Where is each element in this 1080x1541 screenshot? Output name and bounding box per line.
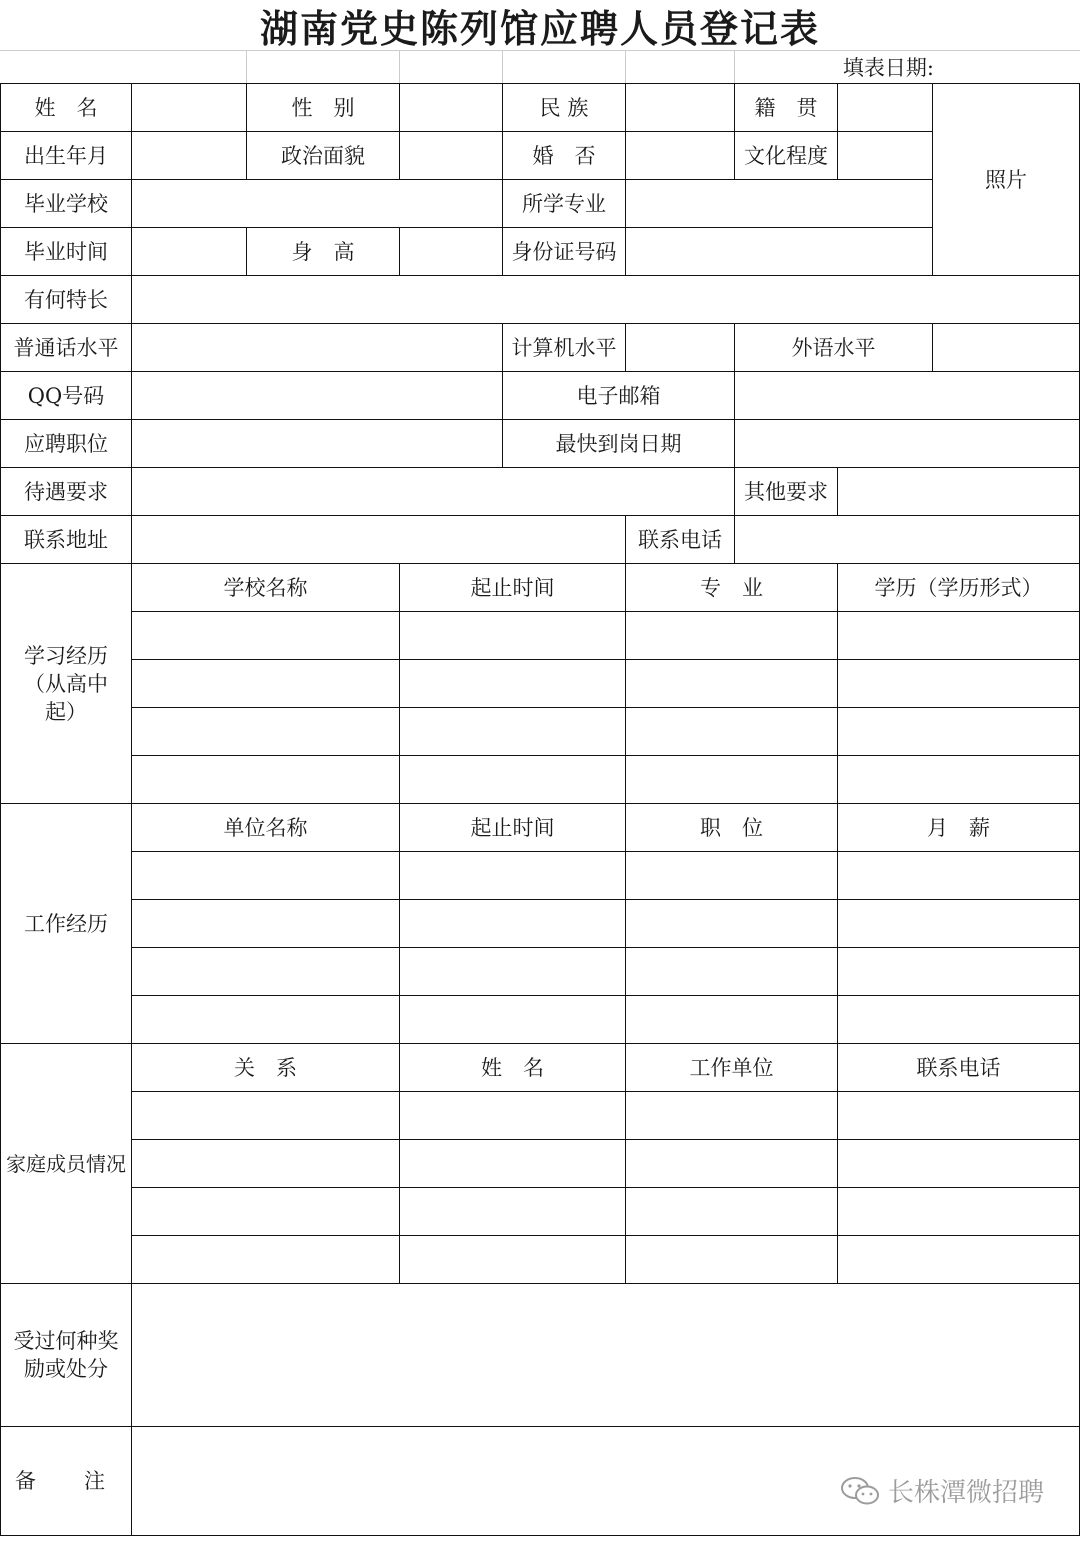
ethnicity-label: 民 族 — [503, 84, 626, 132]
native-place-field[interactable] — [838, 84, 933, 132]
mandarin-label: 普通话水平 — [1, 324, 132, 372]
work-cell[interactable] — [838, 948, 1080, 996]
study-cell[interactable] — [400, 756, 626, 804]
gender-field[interactable] — [400, 84, 503, 132]
email-field[interactable] — [735, 372, 1080, 420]
work-cell[interactable] — [626, 852, 838, 900]
study-cell[interactable] — [838, 708, 1080, 756]
position-label: 应聘职位 — [1, 420, 132, 468]
height-field[interactable] — [400, 228, 503, 276]
id-number-field[interactable] — [626, 228, 933, 276]
study-header: 学历（学历形式） — [838, 564, 1080, 612]
study-cell[interactable] — [626, 708, 838, 756]
watermark — [840, 1472, 1044, 1509]
name-field[interactable] — [132, 84, 247, 132]
computer-field[interactable] — [626, 324, 735, 372]
grid-line — [399, 50, 400, 83]
earliest-date-label: 最快到岗日期 — [503, 420, 735, 468]
family-cell[interactable] — [838, 1092, 1080, 1140]
remarks-label: 备 注 — [1, 1427, 132, 1536]
study-cell[interactable] — [132, 708, 400, 756]
study-cell[interactable] — [838, 612, 1080, 660]
grid-line — [734, 50, 735, 83]
registration-form — [0, 83, 1080, 1536]
work-cell[interactable] — [838, 852, 1080, 900]
mandarin-field[interactable] — [132, 324, 503, 372]
qq-field[interactable] — [132, 372, 503, 420]
family-cell[interactable] — [838, 1236, 1080, 1284]
work-cell[interactable] — [626, 996, 838, 1044]
marital-field[interactable] — [626, 132, 735, 180]
position-field[interactable] — [132, 420, 503, 468]
address-label: 联系地址 — [1, 516, 132, 564]
study-header: 起止时间 — [400, 564, 626, 612]
computer-label: 计算机水平 — [503, 324, 626, 372]
family-cell[interactable] — [132, 1236, 400, 1284]
grad-time-field[interactable] — [132, 228, 247, 276]
work-cell[interactable] — [400, 852, 626, 900]
other-req-field[interactable] — [838, 468, 1080, 516]
birth-label: 出生年月 — [1, 132, 132, 180]
work-header: 月 薪 — [838, 804, 1080, 852]
grid-line — [0, 50, 1080, 51]
work-header: 单位名称 — [132, 804, 400, 852]
work-cell[interactable] — [132, 900, 400, 948]
awards-label: 受过何种奖励或处分 — [1, 1284, 132, 1427]
earliest-date-field[interactable] — [735, 420, 1080, 468]
study-cell[interactable] — [132, 660, 400, 708]
study-cell[interactable] — [838, 660, 1080, 708]
wechat-icon — [840, 1476, 880, 1506]
salary-req-field[interactable] — [132, 468, 735, 516]
family-header: 联系电话 — [838, 1044, 1080, 1092]
family-cell[interactable] — [838, 1140, 1080, 1188]
family-cell[interactable] — [400, 1188, 626, 1236]
grid-line — [625, 50, 626, 83]
major-field[interactable] — [626, 180, 933, 228]
work-cell[interactable] — [838, 900, 1080, 948]
family-cell[interactable] — [838, 1188, 1080, 1236]
study-cell[interactable] — [132, 756, 400, 804]
awards-field[interactable] — [132, 1284, 1080, 1427]
work-cell[interactable] — [132, 852, 400, 900]
native-place-label: 籍 贯 — [735, 84, 838, 132]
specialty-label: 有何特长 — [1, 276, 132, 324]
form-title: 湖南党史陈列馆应聘人员登记表 — [259, 7, 820, 51]
school-field[interactable] — [132, 180, 503, 228]
study-cell[interactable] — [400, 660, 626, 708]
gender-label: 性 别 — [247, 84, 400, 132]
study-cell[interactable] — [626, 612, 838, 660]
study-cell[interactable] — [626, 756, 838, 804]
work-cell[interactable] — [400, 996, 626, 1044]
work-cell[interactable] — [626, 900, 838, 948]
ethnicity-field[interactable] — [626, 84, 735, 132]
school-label: 毕业学校 — [1, 180, 132, 228]
other-req-label: 其他要求 — [735, 468, 838, 516]
major-label: 所学专业 — [503, 180, 626, 228]
family-cell[interactable] — [400, 1140, 626, 1188]
work-cell[interactable] — [626, 948, 838, 996]
phone-label: 联系电话 — [626, 516, 735, 564]
family-header: 工作单位 — [626, 1044, 838, 1092]
grad-time-label: 毕业时间 — [1, 228, 132, 276]
study-section-label: 学习经历（从高中起） — [1, 564, 132, 804]
work-cell[interactable] — [132, 948, 400, 996]
work-cell[interactable] — [132, 996, 400, 1044]
work-header: 起止时间 — [400, 804, 626, 852]
salary-req-label: 待遇要求 — [1, 468, 132, 516]
grid-line — [246, 50, 247, 83]
family-cell[interactable] — [132, 1140, 400, 1188]
education-label: 文化程度 — [735, 132, 838, 180]
study-cell[interactable] — [626, 660, 838, 708]
birth-field[interactable] — [132, 132, 247, 180]
qq-label: QQ号码 — [1, 372, 132, 420]
specialty-field[interactable] — [132, 276, 1080, 324]
foreign-label: 外语水平 — [735, 324, 933, 372]
id-number-label: 身份证号码 — [503, 228, 626, 276]
family-cell[interactable] — [626, 1236, 838, 1284]
study-cell[interactable] — [400, 612, 626, 660]
study-cell[interactable] — [838, 756, 1080, 804]
height-label: 身 高 — [247, 228, 400, 276]
study-cell[interactable] — [400, 708, 626, 756]
education-field[interactable] — [838, 132, 933, 180]
political-label: 政治面貌 — [247, 132, 400, 180]
family-cell[interactable] — [132, 1092, 400, 1140]
study-header: 专 业 — [626, 564, 838, 612]
fill-date-label: 填表日期: — [842, 56, 934, 80]
watermark-text: 长株潭微招聘 — [888, 1478, 1045, 1508]
family-header: 姓 名 — [400, 1044, 626, 1092]
phone-field[interactable] — [735, 516, 1080, 564]
study-header: 学校名称 — [132, 564, 400, 612]
grid-line — [502, 50, 503, 83]
family-cell[interactable] — [400, 1236, 626, 1284]
address-field[interactable] — [132, 516, 626, 564]
work-section-label: 工作经历 — [1, 804, 132, 1044]
family-cell[interactable] — [132, 1188, 400, 1236]
family-cell[interactable] — [626, 1188, 838, 1236]
family-header: 关 系 — [132, 1044, 400, 1092]
work-cell[interactable] — [400, 900, 626, 948]
family-cell[interactable] — [626, 1140, 838, 1188]
marital-label: 婚 否 — [503, 132, 626, 180]
name-label: 姓 名 — [1, 84, 132, 132]
family-cell[interactable] — [400, 1092, 626, 1140]
work-header: 职 位 — [626, 804, 838, 852]
photo-box[interactable]: 照片 — [933, 84, 1080, 276]
email-label: 电子邮箱 — [503, 372, 735, 420]
family-cell[interactable] — [626, 1092, 838, 1140]
work-cell[interactable] — [400, 948, 626, 996]
political-field[interactable] — [400, 132, 503, 180]
work-cell[interactable] — [838, 996, 1080, 1044]
family-section-label: 家庭成员情况 — [1, 1044, 132, 1284]
study-cell[interactable] — [132, 612, 400, 660]
foreign-field[interactable] — [933, 324, 1080, 372]
